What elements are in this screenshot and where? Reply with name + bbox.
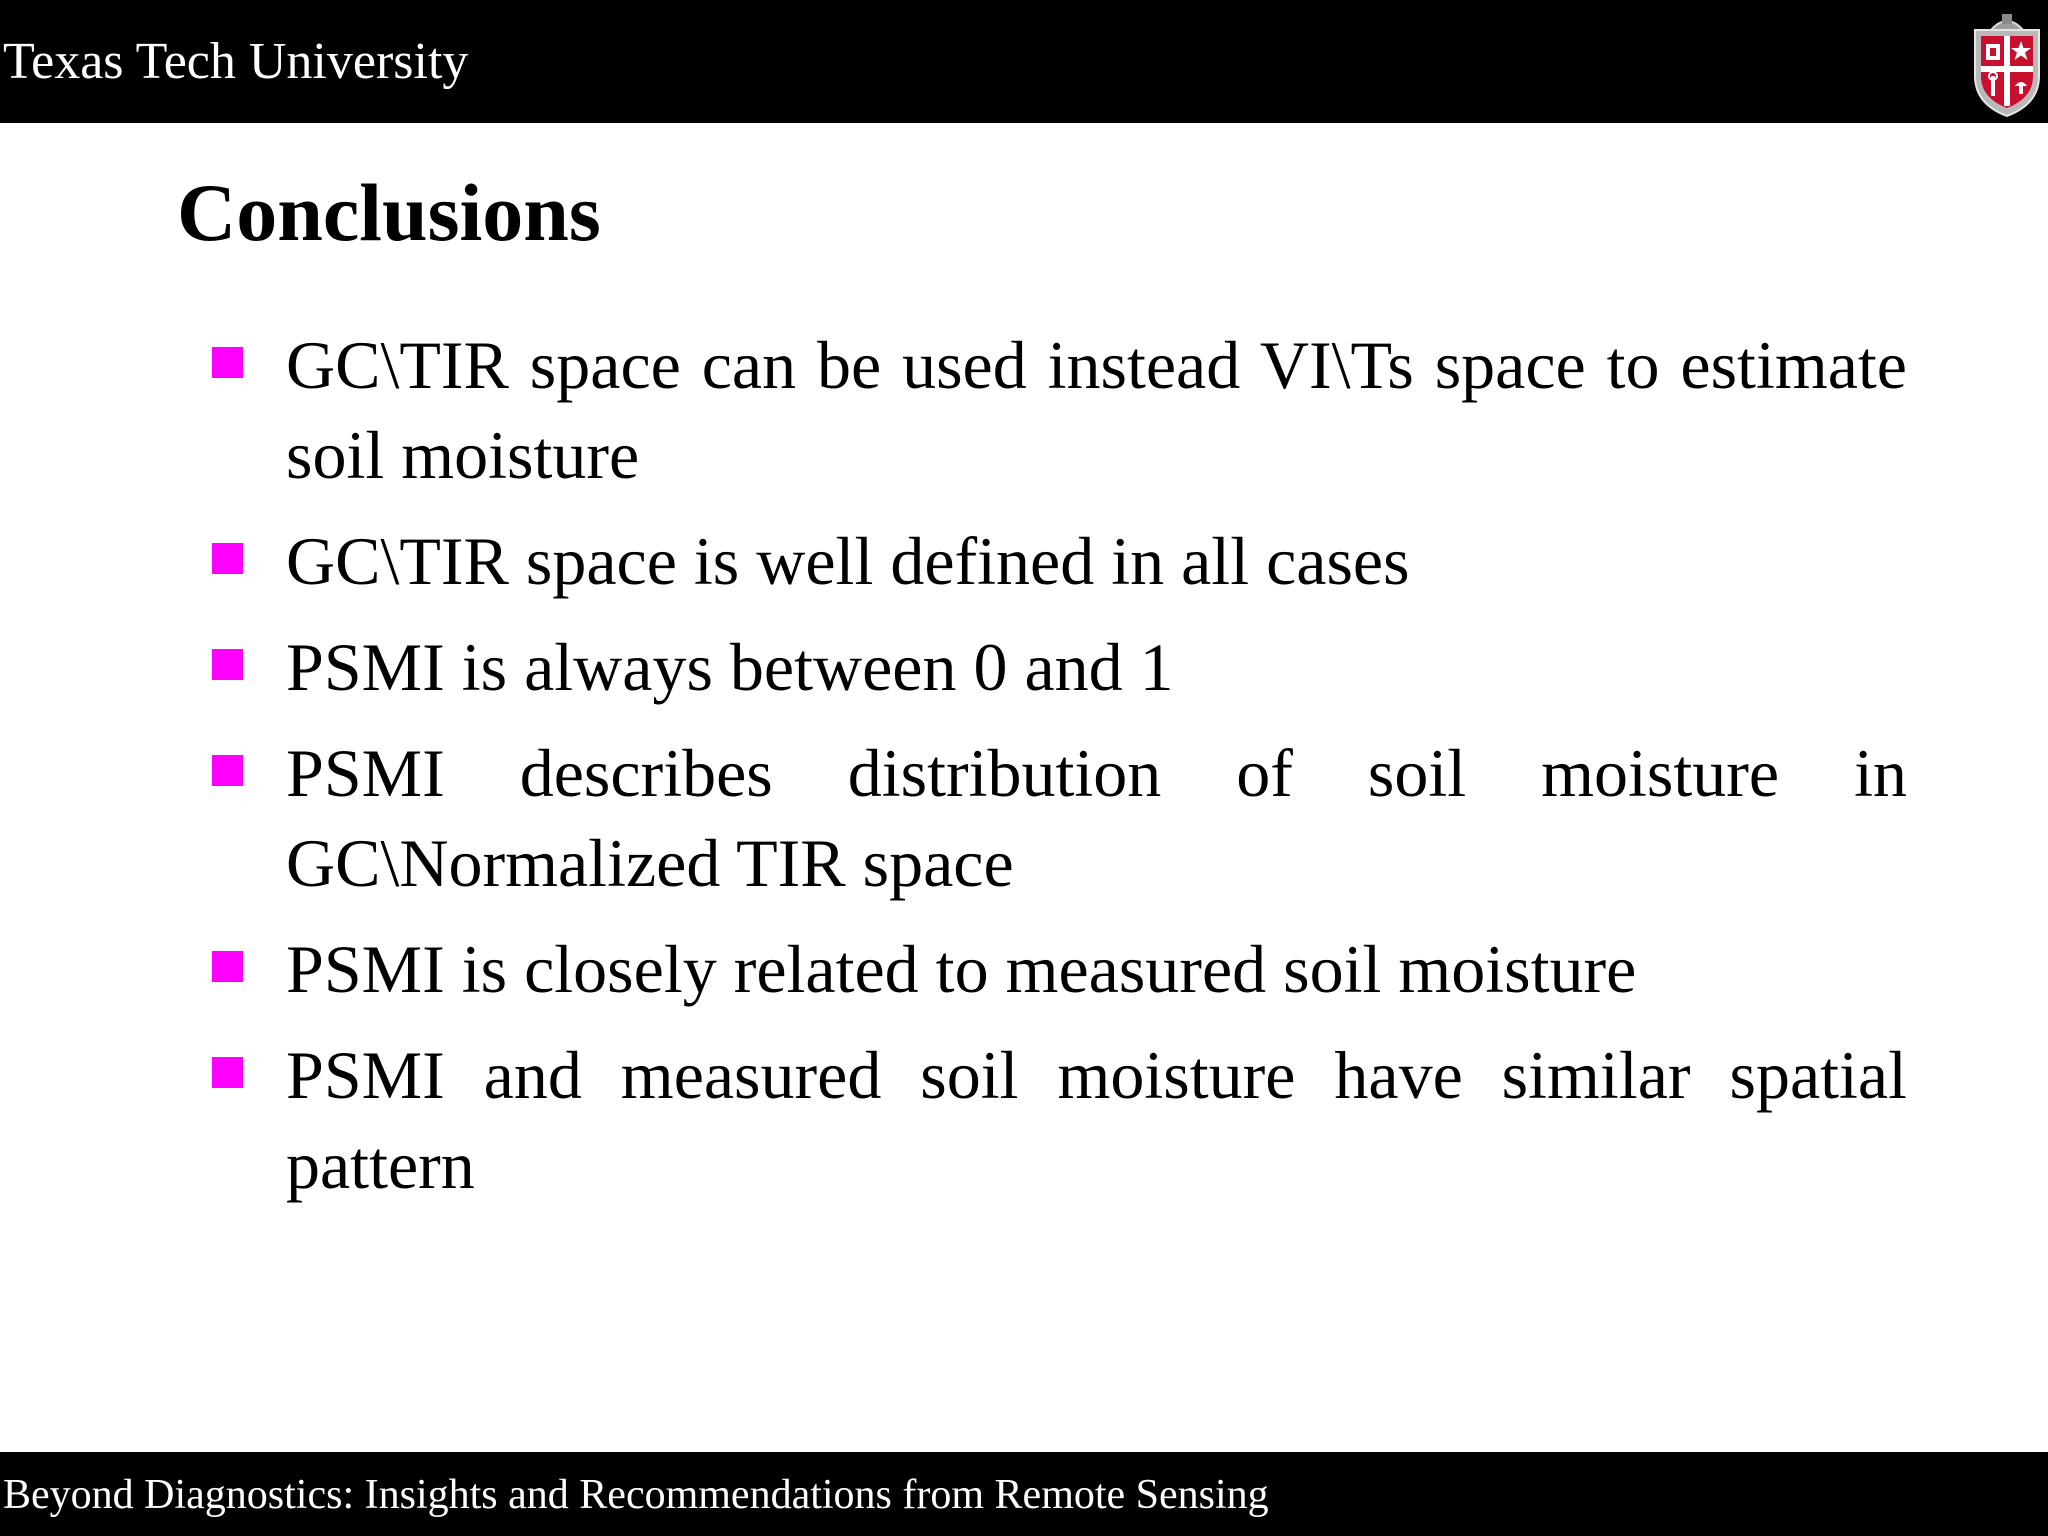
list-item [212,320,1907,500]
list-item [212,1030,1907,1210]
square-bullet-icon [212,755,243,786]
bullet-text: PSMI and measured soil moisture have similar spatial pattern [286,1037,1907,1203]
list-item [212,516,1907,606]
bullet-text: GC\TIR space can be used instead VI\Ts space to estimate soil moisture [286,327,1907,493]
footer-presentation-title: Beyond Diagnostics: Insights and Recommendations from Remote Sensing [3,1472,1269,1518]
organization-name: Texas Tech University [3,33,469,90]
square-bullet-icon [212,543,243,574]
bullet-text: PSMI describes distribution of soil moisture in GC\Normalized TIR space [286,735,1907,901]
bullet-text: PSMI is always between 0 and 1 [286,629,1174,705]
university-crest-icon [1969,10,2045,118]
square-bullet-icon [212,347,243,378]
bullet-text: GC\TIR space is well defined in all cases [286,523,1410,599]
footer-bar [0,1452,2048,1536]
slide-title: Conclusions [177,167,601,258]
list-item [212,924,1907,1014]
square-bullet-icon [212,649,243,680]
square-bullet-icon [212,951,243,982]
list-item [212,728,1907,908]
bullet-text: PSMI is closely related to measured soil moisture [286,931,1637,1007]
square-bullet-icon [212,1057,243,1088]
conclusions-list [212,320,1907,1226]
list-item [212,622,1907,712]
header-bar [0,0,2048,123]
